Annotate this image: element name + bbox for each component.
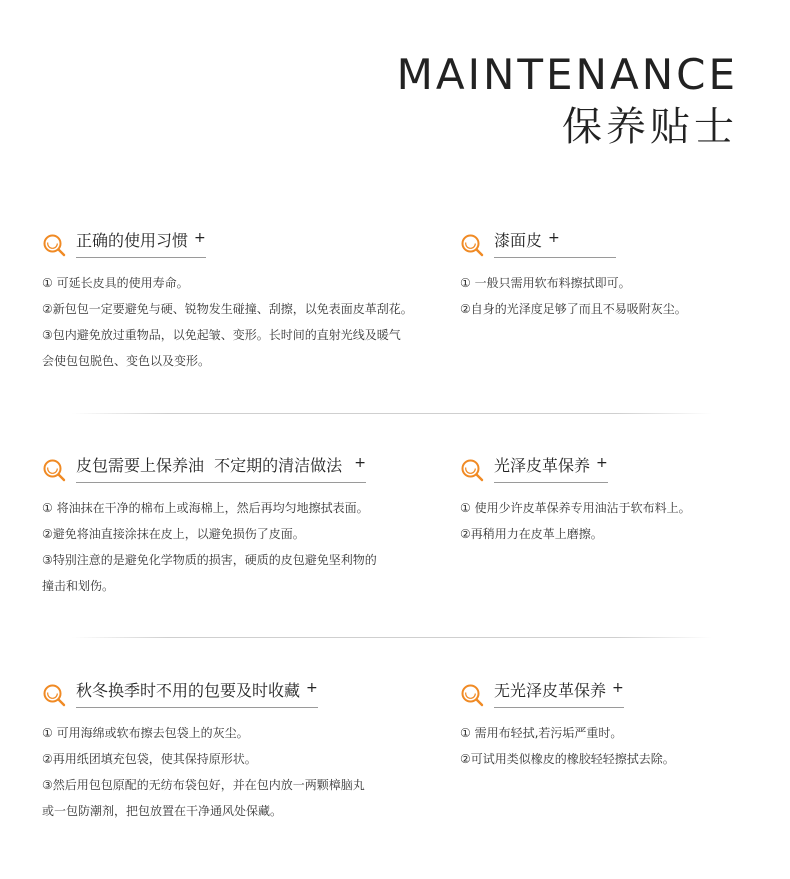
plus-icon: +: [548, 230, 560, 246]
list-item: ① 可延长皮具的使用寿命。: [42, 276, 189, 290]
section-oil-care: [42, 455, 377, 599]
item-list: [460, 270, 687, 322]
item-list: [42, 495, 377, 599]
list-item: 或一包防潮剂，把包放置在干净通风处保藏。: [42, 804, 283, 818]
plus-icon: +: [306, 680, 318, 696]
plus-icon: +: [596, 455, 608, 471]
list-item: ②新包包一定要避免与硬、锐物发生碰撞、刮擦，以免表面皮革刮花。: [42, 302, 413, 316]
list-item: 撞击和划伤。: [42, 579, 115, 593]
section-gloss-leather: [460, 455, 691, 547]
item-list: [42, 270, 413, 374]
list-item: ① 使用少许皮革保养专用油沾于软布料上。: [460, 501, 691, 515]
list-item: ③包内避免放过重物品，以免起皱、变形。长时间的直射光线及暖气: [42, 328, 401, 342]
section-seasonal-storage: [42, 680, 365, 824]
magnifier-icon: [42, 458, 66, 482]
divider: [72, 637, 712, 638]
list-item: ②再稍用力在皮革上磨擦。: [460, 527, 603, 541]
list-item: ②可试用类似橡皮的橡胶轻轻擦拭去除。: [460, 752, 675, 766]
list-item: ③特别注意的是避免化学物质的损害，硬质的皮包避免坚利物的: [42, 553, 377, 567]
divider: [72, 413, 712, 414]
section-title: 秋冬换季时不用的包要及时收藏 +: [76, 680, 318, 708]
title-english: MAINTENANCE: [396, 50, 738, 99]
section-title: 正确的使用习惯 +: [76, 230, 206, 258]
magnifier-icon: [460, 233, 484, 257]
magnifier-icon: [460, 458, 484, 482]
list-item: ① 一般只需用软布料擦拭即可。: [460, 276, 631, 290]
section-usage-habits: [42, 230, 413, 374]
list-item: ③然后用包包原配的无纺布袋包好，并在包内放一两颗樟脑丸: [42, 778, 365, 792]
list-item: ②再用纸团填充包袋，使其保持原形状。: [42, 752, 257, 766]
list-item: ②自身的光泽度足够了而且不易吸附灰尘。: [460, 302, 687, 316]
list-item: ① 需用布轻拭,若污垢严重时。: [460, 726, 623, 740]
section-title: 光泽皮革保养 +: [494, 455, 608, 483]
list-item: ②避免将油直接涂抹在皮上，以避免损伤了皮面。: [42, 527, 305, 541]
plus-icon: +: [194, 230, 206, 246]
section-title: 皮包需要上保养油 不定期的清洁做法 +: [76, 455, 366, 483]
title-chinese: 保养贴士: [562, 104, 738, 150]
page-header: [397, 52, 738, 152]
list-item: ① 可用海绵或软布擦去包袋上的灰尘。: [42, 726, 249, 740]
section-title: 漆面皮 +: [494, 230, 616, 258]
item-list: [42, 720, 365, 824]
item-list: [460, 495, 691, 547]
item-list: [460, 720, 675, 772]
section-matte-leather: [460, 680, 675, 772]
section-patent-leather: [460, 230, 687, 322]
list-item: ① 将油抹在干净的棉布上或海棉上，然后再均匀地擦拭表面。: [42, 501, 369, 515]
list-item: 会使包包脱色、变色以及变形。: [42, 354, 211, 368]
magnifier-icon: [460, 683, 484, 707]
magnifier-icon: [42, 683, 66, 707]
magnifier-icon: [42, 233, 66, 257]
plus-icon: +: [612, 680, 624, 696]
section-title: 无光泽皮革保养 +: [494, 680, 624, 708]
plus-icon: +: [354, 455, 366, 471]
